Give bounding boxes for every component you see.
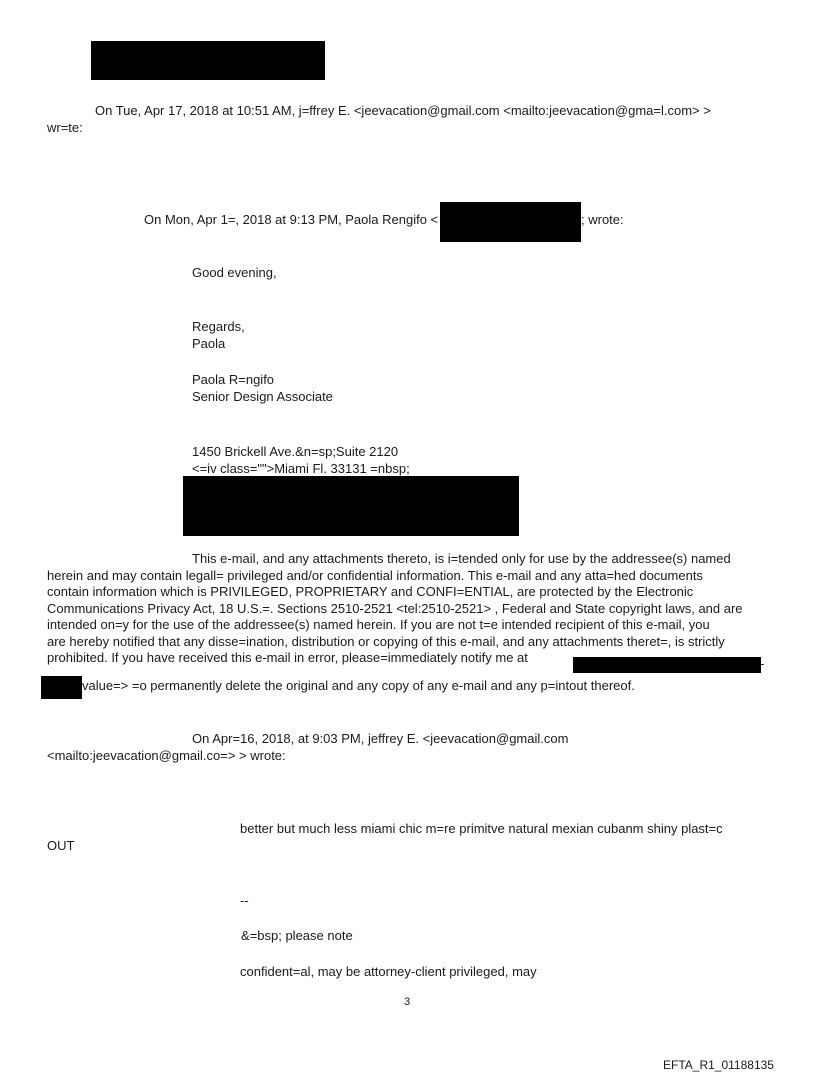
- signature-dashes: --: [240, 893, 249, 908]
- signature-title: Senior Design Associate: [192, 388, 333, 404]
- disclaimer-line: This e-mail, and any attachments thereto, is i=tended only for use by the addressee(s) named: [192, 551, 731, 566]
- signature-name: Paola R=ngifo: [192, 372, 275, 387]
- redaction-sender-email: [440, 202, 581, 242]
- address-block: [192, 444, 410, 477]
- header-line-2: wr=te:: [47, 120, 83, 135]
- disclaimer-line: herein and may contain legall= privileged and/or confidential information. This e-mail and any atta=hed documents: [47, 567, 703, 583]
- disclaimer: [47, 551, 743, 667]
- disclaimer-line: Communications Privacy Act, 18 U.S.=. Sections 2510-2521 <tel:2510-2521> , Federal and State copyright laws, and are: [47, 600, 743, 616]
- disclaimer-tail: value=> =o permanently delete the original and any copy of any e-mail and any p=intout thereof.: [82, 678, 635, 693]
- disclaimer-line: prohibited. If you have received this e-mail in error, please=immediately notify me at: [47, 650, 528, 665]
- please-note: &=bsp; please note: [241, 928, 353, 943]
- quote-header-after: ; wrote:: [581, 212, 624, 227]
- confidential-line: confident=al, may be attorney-client privileged, may: [240, 964, 537, 979]
- address-line-1: 1450 Brickell Ave.&n=sp;Suite 2120: [192, 444, 399, 459]
- third-header-line-2: <mailto:jeevacation@gmail.co=> > wrote:: [47, 748, 286, 763]
- disclaimer-line: contain information which is PRIVILEGED, PROPRIETARY and CONFI=ENTIAL, are protected by the Electronic: [47, 584, 694, 599]
- redaction-phone-cont: [41, 676, 82, 699]
- regards-block: [192, 319, 245, 352]
- page-number: 3: [404, 996, 411, 1008]
- address-line-2: <=iv class="">Miami Fl. 33131 =nbsp;: [192, 460, 410, 476]
- redaction-phone: [573, 657, 761, 673]
- bates-number: EFTA_R1_01188135: [663, 1058, 774, 1072]
- third-header-line-1: On Apr=16, 2018, at 9:03 PM, jeffrey E. <jeevacation@gmail.com: [192, 731, 569, 746]
- signature-block: [192, 372, 333, 405]
- disclaimer-line: intended on=y for the use of the addressee(s) named herein. If you are not t=e intended recipient of this e-mail, you: [47, 617, 710, 632]
- disclaimer-line: are hereby notified that any disse=ination, distribution or copying of this e-mail, and any attachments theret=, is strictly: [47, 633, 725, 649]
- header-line-1: On Tue, Apr 17, 2018 at 10:51 AM, j=ffrey E. <jeevacation@gmail.com <mailto:jeevacation@gma=l.com> >: [95, 103, 711, 118]
- redaction-address: [183, 476, 519, 536]
- body-out: OUT: [47, 838, 75, 853]
- disclaimer-tail-dash: -: [760, 656, 765, 671]
- quote-header-before: On Mon, Apr 1=, 2018 at 9:13 PM, Paola Rengifo <: [144, 212, 439, 227]
- regards: Regards,: [192, 319, 245, 334]
- body-line: better but much less miami chic m=re primitve natural mexian cubanm shiny plast=c: [240, 821, 723, 836]
- regards-name: Paola: [192, 335, 226, 351]
- redaction-top: [91, 41, 325, 80]
- greeting: Good evening,: [192, 265, 277, 280]
